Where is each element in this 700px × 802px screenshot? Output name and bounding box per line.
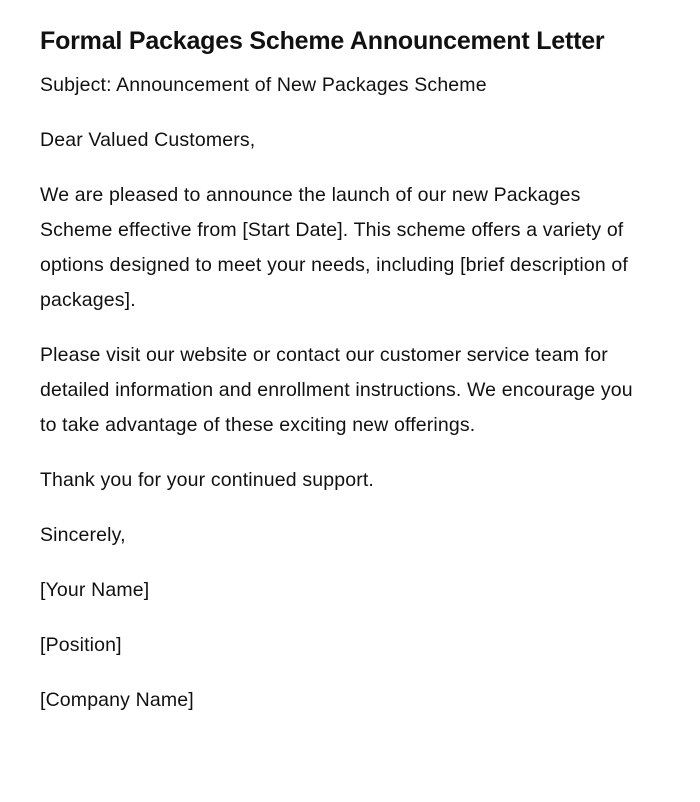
signature-position: [Position] <box>40 634 122 656</box>
body-paragraph-announcement: We are pleased to announce the launch of our new Packages Scheme effective from [Start Date]. This scheme offers a variety of options designed to meet your needs, including [brief description of packages]. <box>40 184 628 311</box>
letter-title: Formal Packages Scheme Announcement Letter <box>40 27 605 55</box>
body-paragraph-contact: Please visit our website or contact our customer service team for detailed information and enrollment instructions. We encourage you to take advantage of these exciting new offerings. <box>40 344 633 436</box>
body-paragraph-thanks: Thank you for your continued support. <box>40 469 374 491</box>
salutation: Dear Valued Customers, <box>40 129 256 151</box>
signature-company: [Company Name] <box>40 689 194 711</box>
subject-line: Subject: Announcement of New Packages Scheme <box>40 74 487 96</box>
letter-document <box>40 24 650 738</box>
signature-name: [Your Name] <box>40 579 150 601</box>
closing: Sincerely, <box>40 524 126 546</box>
